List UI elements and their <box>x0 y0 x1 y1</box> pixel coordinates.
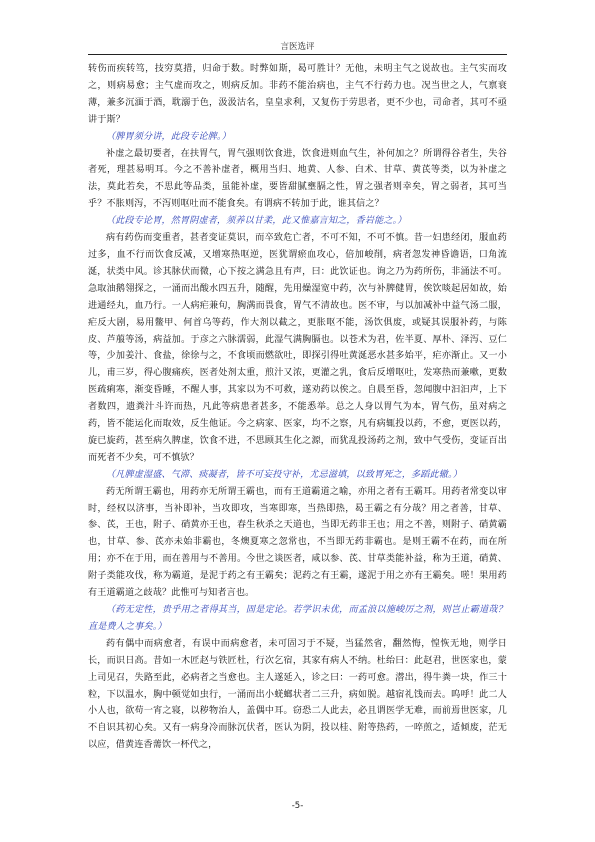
body-text <box>88 61 507 754</box>
commentary-note: （脾胃须分讲，此段专论脾。） <box>106 131 231 142</box>
header-rule <box>88 54 507 55</box>
paragraph: 药有偶中而病愈者，有误中而病愈者，未可固习于不疑，当猛然省，翻然悔，惶恢无地，则学日长，而识日高。昔如一木匠赵与铁匠杜，行次乞宿，其家有病人不纳。杜绐曰：此赵君，世医家也，蒙上司见召，失路至此，必病者之当愈也。主人遂延入，诊之曰：一药可愈。潜出，得牛粪一块，作三十粒，下以温水，胸中顿觉如虫行，一涌而出小蜣螂状者二三升，病如脱。越宿礼饯而去。呜呼！此二人小人也，欲苟一宵之寝，以秽物治人，盖偶中耳。窃恐二人此去，必且谓医学无难，而前焉世医家，几不自识其初心矣。又有一病身冷而脉沉伏者，医认为阴，投以桂、附等热药，一啐煎之，适倾废，茫无以应，借黄连香薷饮一杯代之， <box>88 638 507 751</box>
commentary-note: （此段专论胃，然胃阴虚者，须养以甘柔，此又惟嘉言知之，香岩能之。） <box>106 216 407 227</box>
paragraph: 药无所谓王霸也，用药亦无所谓王霸也，而有王道霸道之喻，亦用之者有王霸耳。用药者常变以审时，经权以济事，当补即补，当攻即攻，当寒即寒，当热即热，曷王霸之有分哉？用之者善，甘草、参、芪，王也，附子、硝黄亦王也，春生秋杀之天道也，当即无药非王也；用之不善，则附子、硝黄霸也，甘草、参、芪亦未始非霸也，冬燠夏寒之忽常也，不当即无药非霸也。是则王霸不在药，而在所用；亦不在于用，而在善用与不善用。今世之谈医者，咸以参、芪、甘草类能补益，称为王道，硝黄、附子类能攻伐，称为霸道，是泥于药之有王霸矣；泥药之有王霸，遂泥于用之亦有王霸矣。嗟！果用药有王道霸道之歧哉？此惟可与知者言也。 <box>88 486 507 599</box>
commentary-note: （药无定性，贵乎用之者得其当，固是定论。若学识未优，而孟浪以施峻厉之剂，则岂止霸道哉？直是费人之事矣。） <box>88 605 507 632</box>
paragraph: 补虚之最切要者，在扶胃气，胃气强则饮食进，饮食进则血气生，补何加之？所谓得谷者生，失谷者死，理甚易明耳。今之不善补虚者，概用当归、地黄、人参、白术、甘草、黄芪等类，以为补虚之法，莫此若矣，不思此等品类，虽能补虚，要皆甜腻壅膈之性，胃之强者则幸矣，胃之弱者，其可当乎？不胀则泻，不泻则呕吐而不能食矣。有谓病不转加于此，谁其信之？ <box>88 148 507 210</box>
paragraph: 病有药伤而变重者，甚者变证莫识，而卒致危亡者，不可不知，不可不慎。昔一妇患经闭，服血药过多，血不行而饮食反减，又增寒热呕逆，医犹谓瘀血攻心，倍加峻削，病者忽发神昏谵语，口角流涎，状类中风。诊其脉伏而微，心下按之满急且有声，曰：此饮证也。询之乃为药所伤，非涌法不可。急取油鹅翎探之，一涌而出酸水四五升，随醒，先用燥湿宽中药，次与补脾健胃，俟饮啖起居如故，始进通经丸，血乃行。一人病疟兼旬，胸满而畏食，胃气不清故也。医不审，与以加减补中益气汤二服，疟反大剧，易用鳖甲、何首乌等药，作大剂以截之，更胀呕不能，汤饮俱废，或疑其误服补药，与陈皮、芦菔等汤，病益加。于彦之六脉濡弱，此湿气满胸膈也。以苍术为君，佐半夏、厚朴、泽泻、豆仁等，少加姜汁、食盐，徐徐与之，不食顷而燃欲吐，即探引得吐黄涎恶水甚多始平，疟亦渐止。又一小儿，甫三岁，得心腹痛疾，医者处剂太重，煎汁又浓，更灌之乳，食后反增呕吐，发寒热而兼嗽，更数医疏痢寒，渐变昏睡，不醒人事，其家以为不可救，遂劝药以俟之。自晨至昏，忽闻腹中汩汩声，上下者数四，遗粪汁斗许而热，凡此等病患者甚多，不能悉举。总之人身以胃气为本，胃气伤，虽对病之药，皆不能运化而取效，反生他证。今之病家、医家，均不之察，凡有病辄投以药，不愈，更医以药，旋已旋药，甚至病久脾虚，饮食不进，不思顾其生化之源，而犹乱投汤药之剂，致中气受伤，变证百出而死者不少矣，可不慎欤？ <box>88 233 507 463</box>
paragraph: 转伤而疾转笃，技穷莫措，归命于数。时弊如斯，曷可胜计？无他，未明主气之说故也。主气实而攻之，则病易愈；主气虚而攻之，则病反加。非药不能治病也，主气不行药力也。况当世之人，气禀衰薄，兼多沉湎于酒，耽溺于色，汲汲沽名，皇皇求利，又复伤于劳思者，更不少也，司命者，其可不亟讲于斯？ <box>88 64 507 125</box>
page-number: -5- <box>291 801 304 811</box>
commentary-note: （凡脾虚湿盛、气滞、痰凝者，皆不可妄投守补，尤忌滋填，以致胃死之，多蹈此辙。） <box>106 469 462 480</box>
running-header: 言医选评 <box>280 42 315 52</box>
